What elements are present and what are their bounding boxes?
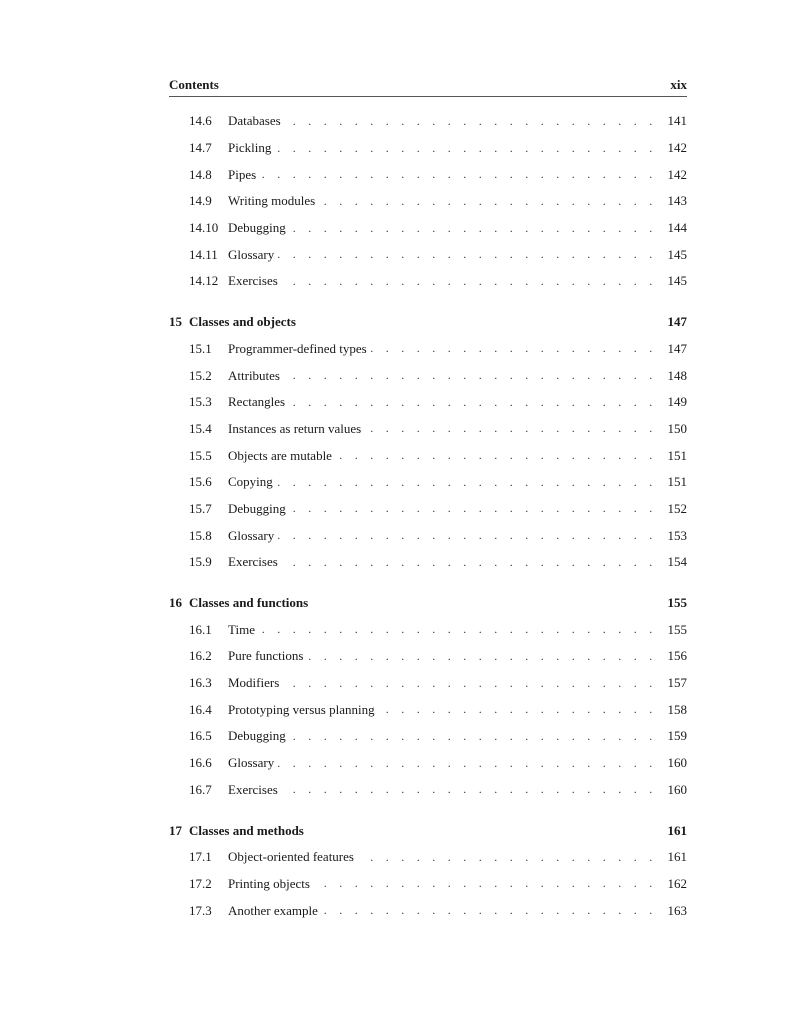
toc-section-entry[interactable] (169, 549, 687, 576)
section-title: Pipes (228, 166, 257, 182)
section-page-number: 149 (667, 394, 687, 410)
toc-chapter-entry[interactable] (169, 309, 687, 336)
section-number: 16.3 (189, 675, 212, 691)
section-title: Exercises (228, 781, 278, 797)
section-title: Rectangles (228, 394, 286, 410)
section-number: 15.5 (189, 447, 212, 463)
section-title: Object-oriented features (228, 849, 354, 865)
chapter-number: 16 (169, 595, 182, 611)
section-number: 15.9 (189, 554, 212, 570)
section-page-number: 142 (667, 140, 687, 156)
dot-leader (281, 556, 657, 569)
section-page-number: 156 (667, 648, 687, 664)
dot-leader (357, 851, 657, 864)
toc-section-entry[interactable] (169, 336, 687, 363)
section-page-number: 147 (667, 340, 687, 356)
toc-section-entry[interactable] (169, 723, 687, 750)
dot-leader (378, 703, 657, 716)
section-number: 16.5 (189, 728, 212, 744)
section-page-number: 153 (667, 527, 687, 543)
section-title: Copying (228, 474, 273, 490)
section-page-number: 162 (667, 875, 687, 891)
chapter-title: Classes and methods (189, 822, 304, 838)
dot-leader (335, 449, 657, 462)
toc-chapter-entry[interactable] (169, 590, 687, 617)
header-page-number: xix (670, 77, 687, 92)
chapter-page-number: 147 (667, 314, 687, 330)
dot-leader (258, 623, 657, 636)
section-page-number: 148 (667, 367, 687, 383)
section-page-number: 145 (667, 246, 687, 262)
section-title: Glossary (228, 246, 275, 262)
section-number: 15.3 (189, 394, 212, 410)
toc-section-entry[interactable] (169, 777, 687, 804)
dot-leader (306, 650, 657, 663)
section-number: 15.1 (189, 340, 212, 356)
chapter-number: 15 (169, 314, 182, 330)
section-title: Prototyping versus planning (228, 701, 375, 717)
toc-section-entry[interactable] (169, 215, 687, 242)
section-page-number: 158 (667, 701, 687, 717)
section-page-number: 159 (667, 728, 687, 744)
toc-section-entry[interactable] (169, 496, 687, 523)
dot-leader (283, 369, 657, 382)
section-number: 16.1 (189, 621, 212, 637)
header-title: Contents (169, 77, 219, 92)
section-title: Exercises (228, 554, 278, 570)
section-number: 14.6 (189, 113, 212, 129)
section-page-number: 160 (667, 755, 687, 771)
section-page-number: 152 (667, 500, 687, 516)
section-page-number: 163 (667, 902, 687, 918)
section-page-number: 160 (667, 781, 687, 797)
section-title: Glossary (228, 755, 275, 771)
section-number: 14.11 (189, 246, 218, 262)
section-number: 14.8 (189, 166, 212, 182)
section-title: Time (228, 621, 255, 637)
section-title: Another example (228, 902, 318, 918)
dot-leader (277, 529, 657, 542)
section-number: 15.6 (189, 474, 212, 490)
section-number: 15.2 (189, 367, 212, 383)
toc-section-entry[interactable] (169, 362, 687, 389)
toc-section-entry[interactable] (169, 522, 687, 549)
toc-section-entry[interactable] (169, 696, 687, 723)
toc-section-entry[interactable] (169, 135, 687, 162)
section-page-number: 151 (667, 447, 687, 463)
dot-leader (277, 757, 657, 770)
toc-section-entry[interactable] (169, 469, 687, 496)
section-title: Modifiers (228, 675, 280, 691)
section-page-number: 151 (667, 474, 687, 490)
section-page-number: 155 (667, 621, 687, 637)
table-of-contents (169, 108, 687, 924)
dot-leader (289, 502, 657, 515)
dot-leader (281, 783, 657, 796)
section-number: 14.9 (189, 193, 212, 209)
section-title: Exercises (228, 273, 278, 289)
section-page-number: 154 (667, 554, 687, 570)
section-title: Objects are mutable (228, 447, 332, 463)
toc-section-entry[interactable] (169, 416, 687, 443)
dot-leader (274, 142, 657, 155)
section-page-number: 150 (667, 420, 687, 436)
dot-leader (282, 677, 657, 690)
section-number: 17.3 (189, 902, 212, 918)
section-number: 17.1 (189, 849, 212, 865)
section-title: Glossary (228, 527, 275, 543)
section-page-number: 142 (667, 166, 687, 182)
section-title: Pure functions (228, 648, 304, 664)
section-page-number: 143 (667, 193, 687, 209)
toc-section-entry[interactable] (169, 108, 687, 135)
dot-leader (318, 195, 657, 208)
toc-section-entry[interactable] (169, 670, 687, 697)
dot-leader (259, 168, 657, 181)
section-page-number: 141 (667, 113, 687, 129)
section-number: 14.10 (189, 220, 219, 236)
section-title: Debugging (228, 500, 286, 516)
toc-section-entry[interactable] (169, 268, 687, 295)
section-title: Databases (228, 113, 281, 129)
section-title: Printing objects (228, 875, 310, 891)
chapter-number: 17 (169, 822, 182, 838)
section-number: 16.7 (189, 781, 212, 797)
toc-section-entry[interactable] (169, 844, 687, 871)
dot-leader (288, 396, 657, 409)
dot-leader (289, 222, 657, 235)
toc-section-entry[interactable] (169, 389, 687, 416)
dot-leader (370, 342, 657, 355)
dot-leader (321, 904, 657, 917)
running-header (169, 77, 687, 97)
toc-section-entry[interactable] (169, 897, 687, 924)
section-number: 15.8 (189, 527, 212, 543)
dot-leader (364, 422, 657, 435)
chapter-title: Classes and objects (189, 314, 296, 330)
toc-section-entry[interactable] (169, 442, 687, 469)
section-title: Debugging (228, 220, 286, 236)
dot-leader (281, 275, 657, 288)
section-title: Pickling (228, 140, 272, 156)
section-number: 14.7 (189, 140, 212, 156)
chapter-title: Classes and functions (189, 595, 309, 611)
toc-section-entry[interactable] (169, 616, 687, 643)
section-title: Instances as return values (228, 420, 362, 436)
toc-section-entry[interactable] (169, 750, 687, 777)
dot-leader (289, 730, 657, 743)
toc-section-entry[interactable] (169, 241, 687, 268)
dot-leader (276, 476, 657, 489)
section-title: Attributes (228, 367, 280, 383)
section-page-number: 145 (667, 273, 687, 289)
section-number: 14.12 (189, 273, 219, 289)
toc-section-entry[interactable] (169, 161, 687, 188)
chapter-page-number: 155 (667, 595, 687, 611)
section-number: 15.4 (189, 420, 212, 436)
toc-section-entry[interactable] (169, 871, 687, 898)
section-title: Writing modules (228, 193, 316, 209)
section-page-number: 161 (667, 849, 687, 865)
toc-section-entry[interactable] (169, 643, 687, 670)
dot-leader (277, 248, 657, 261)
section-number: 16.4 (189, 701, 212, 717)
section-page-number: 157 (667, 675, 687, 691)
section-title: Debugging (228, 728, 286, 744)
section-title: Programmer-defined types (228, 340, 367, 356)
chapter-page-number: 161 (667, 822, 687, 838)
section-number: 16.2 (189, 648, 212, 664)
section-number: 17.2 (189, 875, 212, 891)
dot-leader (313, 877, 657, 890)
dot-leader (284, 115, 657, 128)
toc-section-entry[interactable] (169, 188, 687, 215)
toc-chapter-entry[interactable] (169, 817, 687, 844)
section-number: 16.6 (189, 755, 212, 771)
section-number: 15.7 (189, 500, 212, 516)
section-page-number: 144 (667, 220, 687, 236)
